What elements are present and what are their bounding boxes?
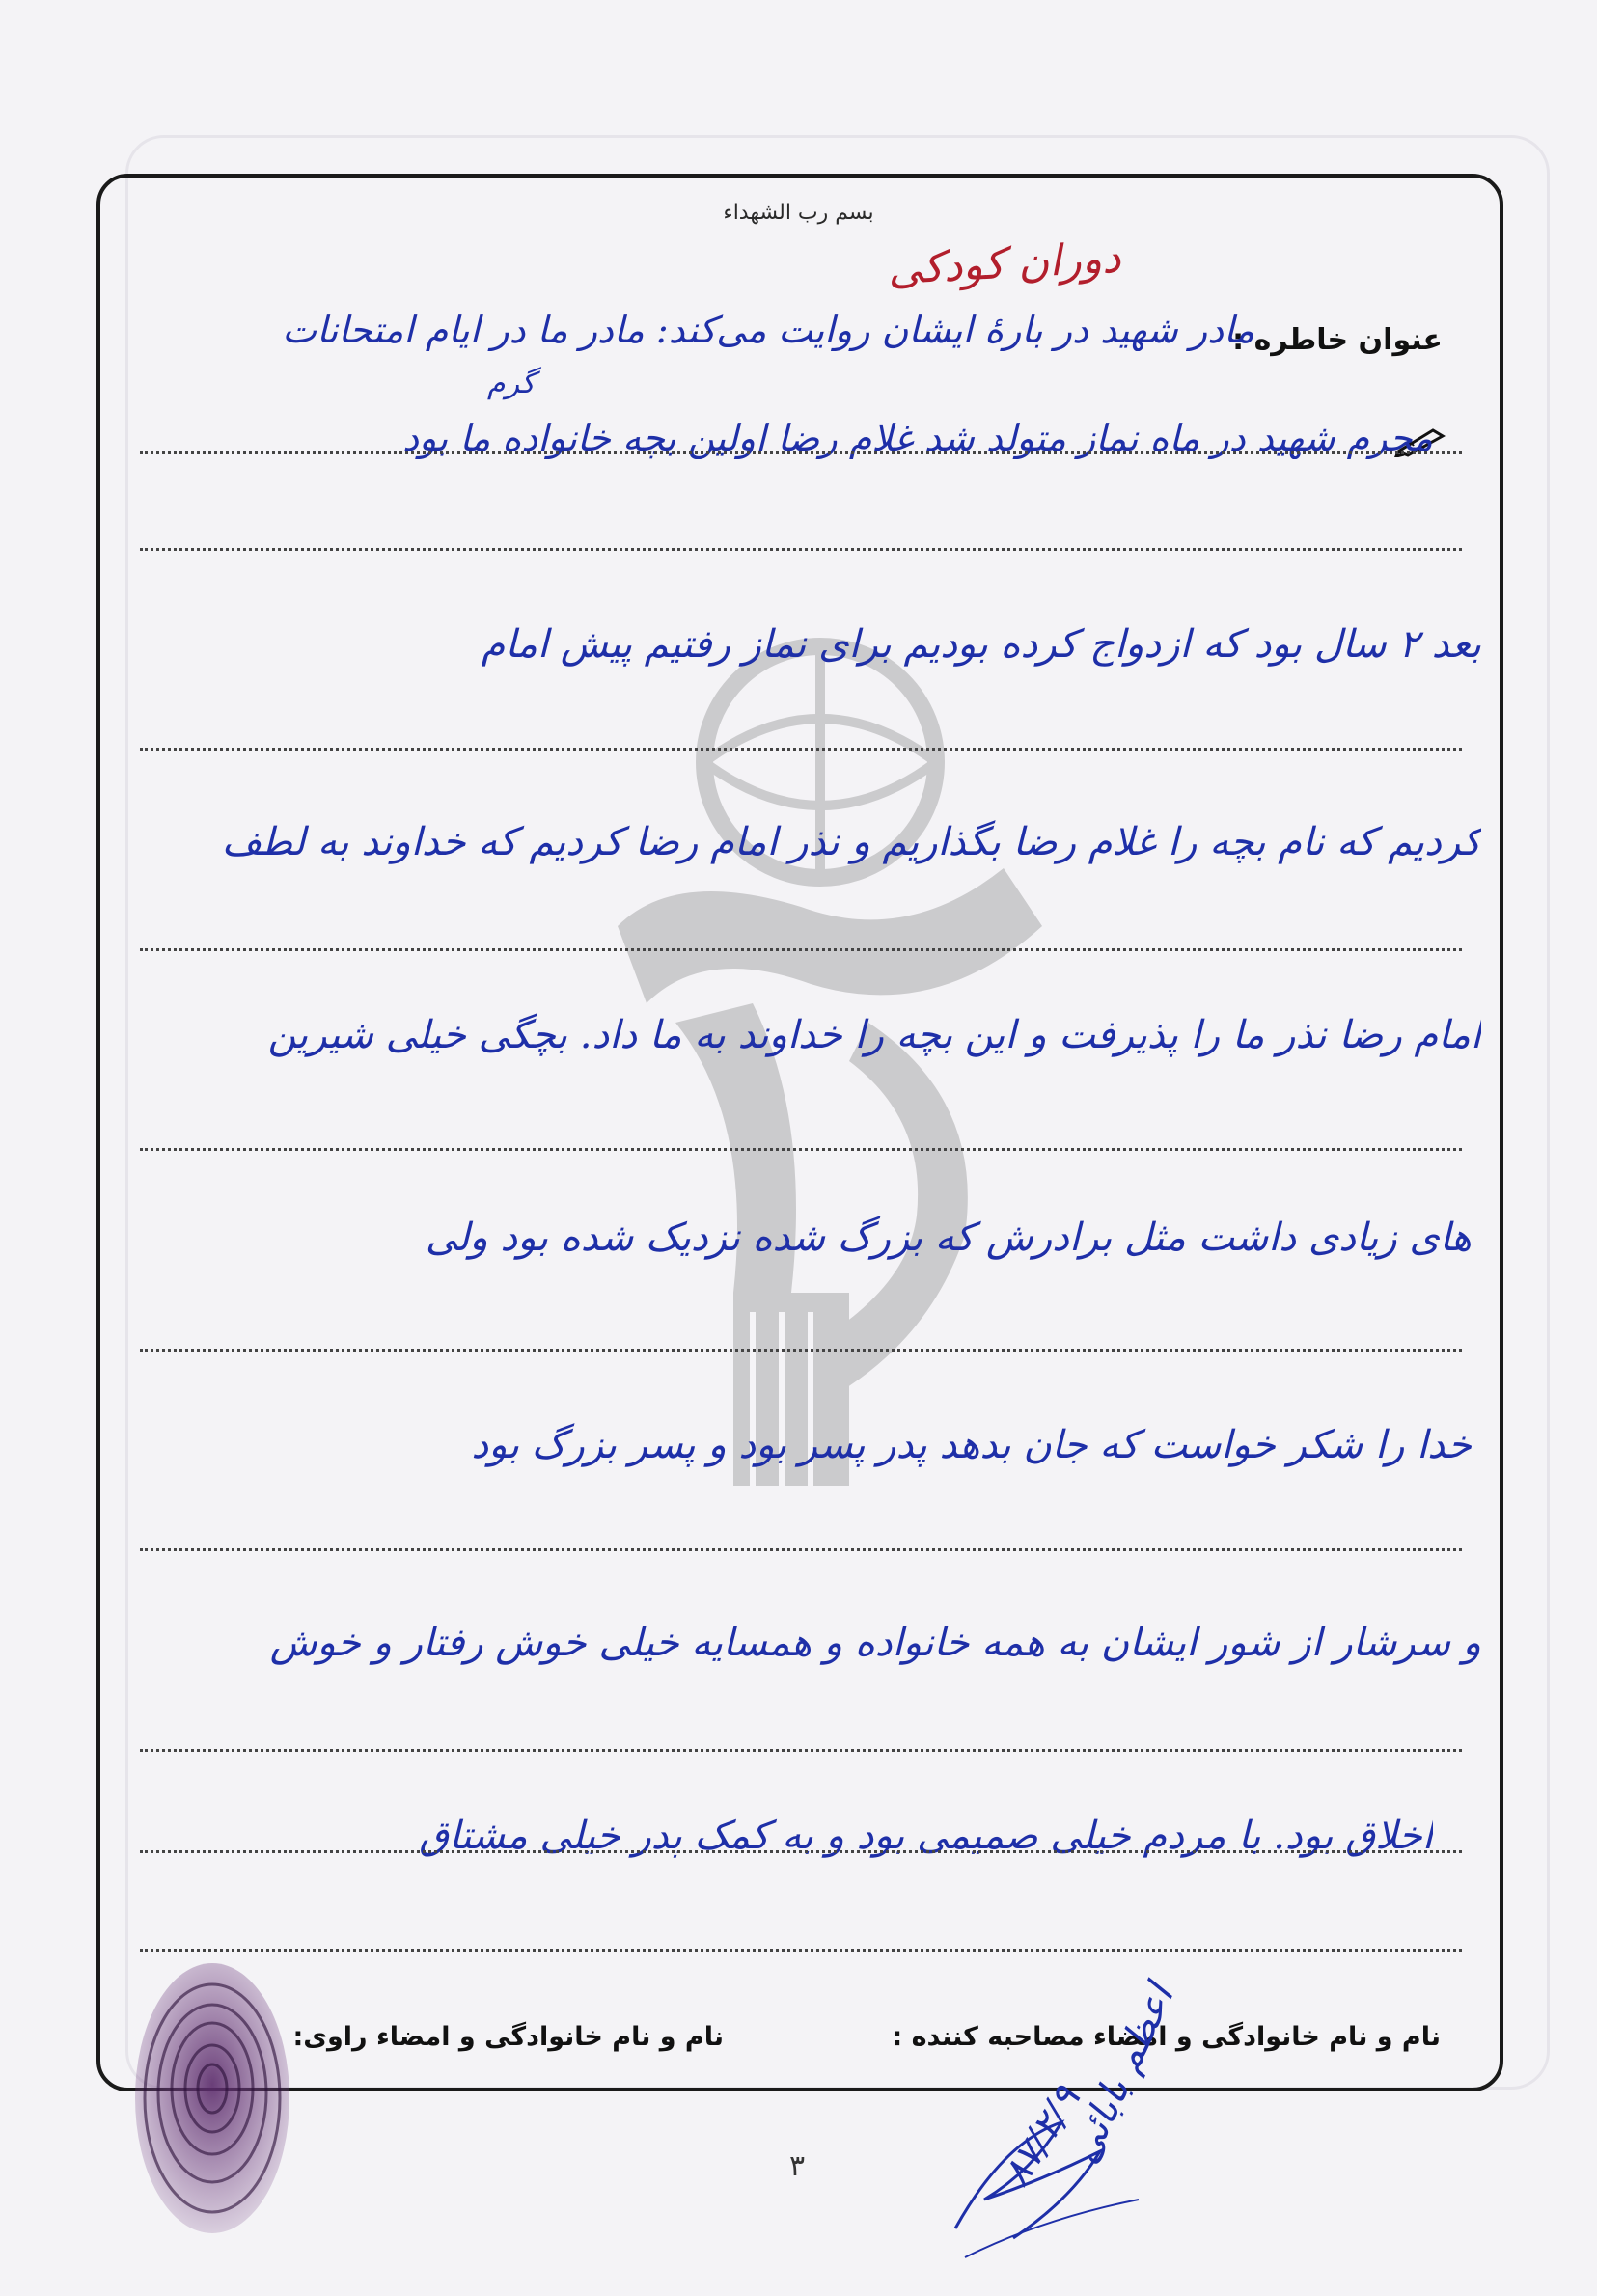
narrator-signature-label: نام و نام خانوادگی و امضاء راوی: — [292, 2022, 724, 2052]
interviewer-signature-label: نام و نام خانوادگی و امضاء مصاحبه کننده : — [892, 2022, 1441, 2052]
signature-name: اعظم بابائی — [1061, 1978, 1183, 2171]
basmala-header: بسم رب الشهداء — [723, 201, 874, 225]
ruled-line — [140, 948, 1462, 951]
ruled-line — [140, 548, 1462, 551]
handwritten-line-1: محرم شهید در ماه نماز متولد شد غلام رضا اولین بچه خانواده ما بود — [402, 417, 1433, 459]
ruled-line — [140, 1349, 1462, 1352]
handwritten-line-5: های زیادی داشت مثل برادرش که بزرگ شده نزدیک شده بود ولی — [425, 1216, 1472, 1260]
handwritten-line-8: اخلاق بود. با مردم خیلی صمیمی بود و به کمک پدر خیلی مشتاق — [419, 1814, 1433, 1858]
handwritten-line-7: و سرشار از شور ایشان به همه خانواده و همسایه خیلی خوش رفتار و خوش — [269, 1621, 1481, 1665]
ruled-line — [140, 1148, 1462, 1151]
handwritten-line-2: بعد ۲ سال بود که ازدواج کرده بودیم برای نماز رفتیم پیش امام — [481, 622, 1481, 667]
memoir-title-label: عنوان خاطره : — [1232, 323, 1443, 357]
signature-date: ۸۷/۲/۹ — [994, 2078, 1089, 2195]
handwritten-title-text: مادر شهید در بارۀ ایشان روایت می‌کند: مادر ما در ایام امتحانات — [282, 309, 1254, 351]
red-handwritten-annotation: دوران کودکی — [886, 232, 1122, 295]
handwritten-insertion: گرم — [487, 367, 536, 400]
ruled-line — [140, 1548, 1462, 1551]
handwritten-line-4: امام رضا نذر ما را پذیرفت و این بچه را خداوند به ما داد. بچگی خیلی شیرین — [267, 1013, 1481, 1057]
ruled-line — [140, 1850, 1462, 1853]
ruled-line — [140, 748, 1462, 751]
memoir-form-frame — [96, 174, 1503, 2091]
ruled-line — [140, 1949, 1462, 1952]
fingerprint-image — [130, 1954, 294, 2243]
page-number: ۳ — [789, 2149, 806, 2183]
ruled-line — [140, 1749, 1462, 1752]
ruled-line — [140, 451, 1462, 454]
handwritten-line-3: کردیم که نام بچه را غلام رضا بگذاریم و نذر امام رضا کردیم که خداوند به لطف — [221, 820, 1481, 864]
handwritten-line-6: خدا را شکر خواست که جان بدهد پدر پسر بود و پسر بزرگ بود — [471, 1423, 1472, 1467]
